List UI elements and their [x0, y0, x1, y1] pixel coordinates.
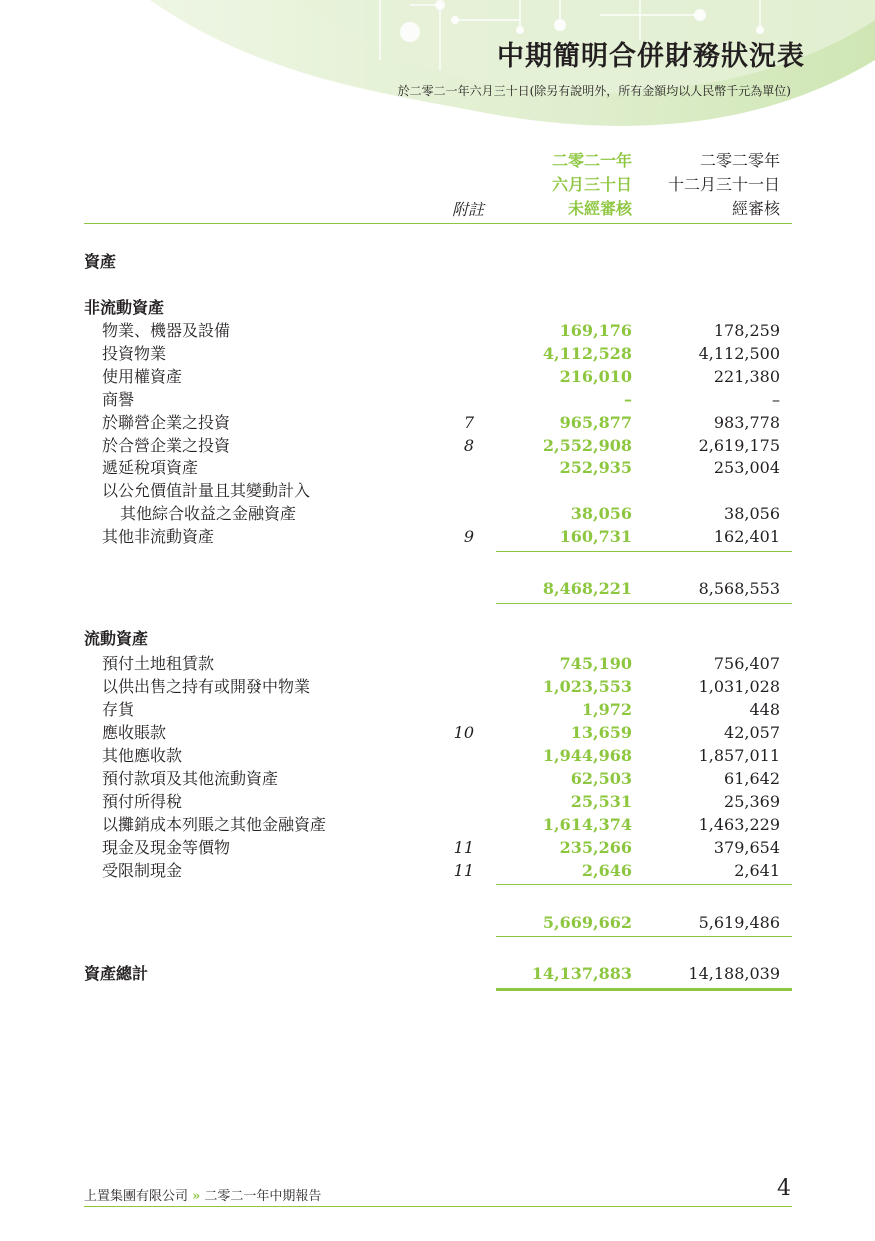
current-total-prior: 5,619,486 [698, 913, 780, 932]
row-value-current: 2,552,908 [542, 435, 632, 455]
row-value-current: 25,531 [570, 792, 632, 811]
table-row [0, 698, 875, 721]
table-row [0, 767, 875, 790]
row-label: 以攤銷成本列賬之其他金融資產 [102, 815, 327, 834]
row-label: 現金及現金等價物 [102, 838, 231, 857]
row-value-prior: 756,407 [713, 654, 780, 673]
row-label: 預付所得稅 [102, 792, 183, 811]
row-note: 8 [463, 435, 474, 455]
table-row [0, 675, 875, 698]
table-row [0, 456, 875, 479]
row-value-current: 235,266 [559, 838, 632, 857]
section-current-assets: 流動資產 [84, 629, 149, 648]
table-row [0, 342, 875, 365]
row-value-prior: – [772, 389, 780, 409]
current-total-rule [496, 936, 792, 937]
non-current-total-row [0, 577, 875, 600]
prior-period-header: 二零二零年 十二月三十一日 經審核 [667, 151, 780, 218]
row-value-prior: 162,401 [713, 527, 780, 547]
row-value-current: 1,944,968 [542, 746, 632, 765]
row-value-prior: 1,031,028 [698, 677, 780, 696]
row-value-current: 745,190 [559, 654, 632, 673]
table-row [0, 859, 875, 882]
row-label: 物業、機器及設備 [102, 321, 231, 340]
non-current-total-rule [496, 603, 792, 604]
table-row [0, 434, 875, 457]
table-row [0, 813, 875, 836]
row-label: 其他非流動資產 [102, 527, 215, 547]
row-value-current: 38,056 [570, 504, 632, 524]
header-decoration [0, 0, 875, 150]
table-row [0, 721, 875, 744]
total-assets-current: 14,137,883 [531, 964, 632, 983]
current-total-current: 5,669,662 [542, 913, 632, 932]
non-current-total-current: 8,468,221 [542, 579, 632, 598]
row-note: 7 [463, 412, 474, 432]
row-label: 遞延稅項資產 [102, 458, 199, 478]
row-value-prior: 221,380 [713, 366, 780, 386]
current-period-header: 二零二一年 六月三十日 未經審核 [551, 151, 632, 218]
row-note: 9 [463, 527, 474, 547]
table-row [0, 502, 875, 525]
row-note: 10 [453, 723, 474, 742]
note-column-header: 附註 [451, 200, 484, 219]
row-value-current: 216,010 [559, 366, 632, 386]
row-label: 受限制現金 [102, 861, 183, 880]
row-value-prior: 2,641 [734, 861, 780, 880]
row-value-current: 13,659 [570, 723, 632, 742]
row-value-current: 965,877 [559, 412, 632, 432]
row-label: 以供出售之持有或開發中物業 [102, 677, 311, 696]
row-value-current: 1,614,374 [542, 815, 632, 834]
row-value-prior: 4,112,500 [698, 343, 780, 363]
total-assets-prior: 14,188,039 [688, 964, 780, 983]
row-label: 其他綜合收益之金融資產 [120, 504, 297, 524]
row-value-prior: 448 [749, 700, 780, 719]
footer-rule [84, 1206, 792, 1207]
row-value-current: 160,731 [559, 527, 632, 547]
table-row [0, 319, 875, 342]
row-value-prior: 42,057 [724, 723, 780, 742]
row-value-current: 1,972 [581, 700, 632, 719]
row-value-prior: 61,642 [724, 769, 780, 788]
row-value-prior: 25,369 [724, 792, 780, 811]
row-value-current: – [624, 389, 632, 409]
row-label: 預付土地租賃款 [102, 654, 215, 673]
table-row [0, 790, 875, 813]
row-value-prior: 178,259 [713, 321, 780, 340]
row-label: 於合營企業之投資 [102, 435, 231, 455]
header-rule [84, 223, 792, 224]
footer [84, 1185, 321, 1204]
row-value-prior: 2,619,175 [698, 435, 780, 455]
total-assets-rule [496, 988, 792, 991]
table-row [0, 744, 875, 767]
section-assets: 資產 [84, 252, 117, 271]
row-note: 11 [453, 861, 474, 880]
table-row [0, 652, 875, 675]
table-row [0, 365, 875, 388]
row-value-current: 252,935 [559, 458, 632, 478]
table-row [0, 388, 875, 411]
row-value-prior: 1,463,229 [698, 815, 780, 834]
row-label: 存貨 [102, 700, 135, 719]
total-assets-label: 資產總計 [84, 964, 149, 983]
non-current-subtotal-rule [496, 551, 792, 552]
row-value-current: 2,646 [581, 861, 632, 880]
row-label: 其他應收款 [102, 746, 183, 765]
row-value-current: 169,176 [559, 321, 632, 340]
row-value-current: 1,023,553 [542, 677, 632, 696]
row-note: 11 [453, 838, 474, 857]
row-label: 使用權資產 [102, 366, 183, 386]
non-current-total-prior: 8,568,553 [698, 579, 780, 598]
row-label: 投資物業 [102, 343, 167, 363]
table-row [0, 525, 875, 548]
row-value-prior: 253,004 [713, 458, 780, 478]
page-number: 4 [777, 1176, 791, 1201]
footer-arrow-icon: » [192, 1189, 201, 1204]
page-subtitle: 於二零二一年六月三十日(除另有說明外，所有金額均以人民幣千元為單位) [397, 84, 791, 98]
row-value-current: 4,112,528 [542, 343, 632, 363]
section-non-current-assets: 非流動資產 [84, 298, 165, 317]
row-label: 商譽 [102, 389, 135, 409]
total-assets-row [0, 962, 875, 985]
row-label: 於聯營企業之投資 [102, 412, 231, 432]
table-row [0, 836, 875, 859]
current-subtotal-rule [496, 884, 792, 885]
table-row [0, 479, 875, 502]
footer-report: 二零二一年中期報告 [204, 1189, 322, 1204]
row-label: 以公允價值計量且其變動計入 [102, 481, 311, 501]
row-value-prior: 38,056 [724, 504, 780, 524]
table-row [0, 411, 875, 434]
row-label: 預付款項及其他流動資產 [102, 769, 279, 788]
footer-company: 上置集團有限公司 [84, 1189, 189, 1204]
row-value-prior: 983,778 [713, 412, 780, 432]
row-label: 應收賬款 [102, 723, 167, 742]
page-title: 中期簡明合併財務狀況表 [497, 41, 805, 72]
row-value-current: 62,503 [570, 769, 632, 788]
row-value-prior: 379,654 [713, 838, 780, 857]
current-total-row [0, 911, 875, 934]
row-value-prior: 1,857,011 [698, 746, 780, 765]
